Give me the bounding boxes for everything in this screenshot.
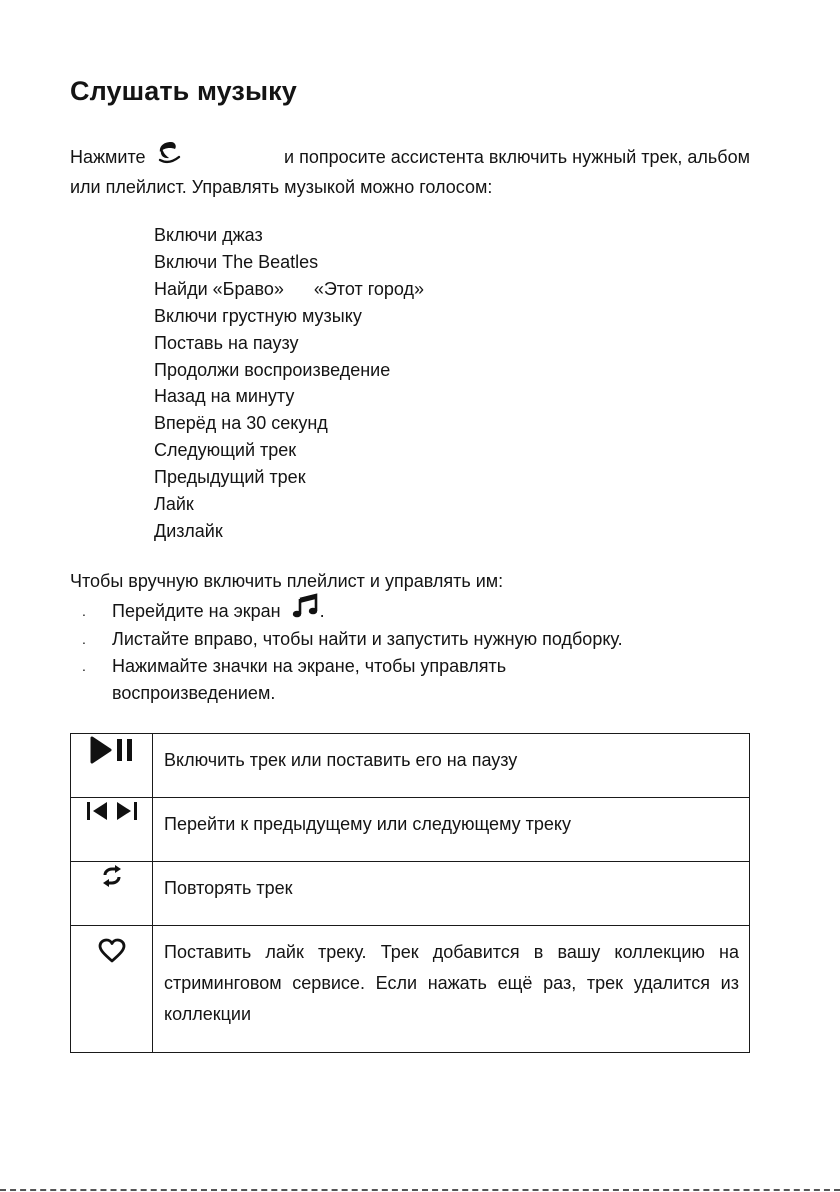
voice-command: Назад на минуту	[154, 386, 295, 407]
control-description: Повторять трек	[153, 862, 750, 926]
manual-control-heading: Чтобы вручную включить плейлист и управлять им:	[70, 571, 504, 591]
table-row	[71, 926, 750, 1053]
step-item	[70, 598, 750, 626]
step-item	[70, 653, 750, 707]
icon-cell	[71, 798, 153, 862]
table-row	[71, 734, 750, 798]
music-note-icon	[292, 592, 320, 620]
bullet: .	[82, 631, 86, 648]
alice-icon	[154, 138, 184, 168]
step-suffix: .	[319, 601, 325, 621]
manual-steps-list	[70, 598, 750, 707]
voice-command: Следующий трек	[154, 440, 297, 461]
voice-command: Продолжи воспроизведение	[154, 359, 391, 380]
voice-command: Дизлайк	[154, 520, 223, 541]
intro-text-end: или плейлист. Управлять музыкой можно голосом:	[70, 177, 493, 197]
control-description: Включить трек или поставить его на паузу	[153, 734, 750, 798]
step-text: Перейдите на экран	[112, 601, 281, 621]
controls-table	[70, 733, 750, 1053]
previous-next-icon	[85, 799, 139, 823]
voice-command: Поставь на паузу	[154, 332, 299, 353]
control-description: Поставить лайк треку. Трек добавится в вашу коллекцию на стриминговом сервисе. Если нажать ещё раз, трек удалится из коллекции	[153, 926, 750, 1053]
control-description: Перейти к предыдущему или следующему треку	[153, 798, 750, 862]
intro-text-continuation: и попросите ассистента включить нужный трек, альбом	[284, 147, 750, 167]
bullet: .	[82, 658, 86, 675]
voice-command: Вперёд на 30 секунд	[154, 413, 328, 434]
bullet: .	[82, 603, 86, 619]
icon-cell	[71, 926, 153, 1053]
step-item	[70, 626, 750, 653]
voice-command: Найди «Браво» «Этот город»	[154, 278, 425, 299]
step-text: Нажимайте значки на экране, чтобы управлять воспроизведением.	[112, 656, 507, 704]
intro-paragraph	[70, 142, 750, 202]
voice-command: Предыдущий трек	[154, 467, 306, 488]
repeat-icon	[99, 863, 125, 889]
table-row	[71, 798, 750, 862]
step-text: Листайте вправо, чтобы найти и запустить нужную подборку.	[112, 629, 623, 650]
voice-command: Лайк	[154, 494, 194, 515]
voice-command: Включи грустную музыку	[154, 305, 362, 326]
voice-command: Включи джаз	[154, 225, 263, 245]
page-edge-divider	[0, 1189, 840, 1191]
voice-command: Включи The Beatles	[154, 251, 319, 272]
heart-icon	[98, 938, 126, 964]
page-title: Слушать музыку	[70, 76, 297, 106]
icon-cell	[71, 734, 153, 798]
voice-commands-list	[154, 222, 424, 545]
table-row	[71, 862, 750, 926]
intro-text-start: Нажмите	[70, 147, 146, 167]
play-pause-icon	[88, 735, 136, 765]
icon-cell	[71, 862, 153, 926]
